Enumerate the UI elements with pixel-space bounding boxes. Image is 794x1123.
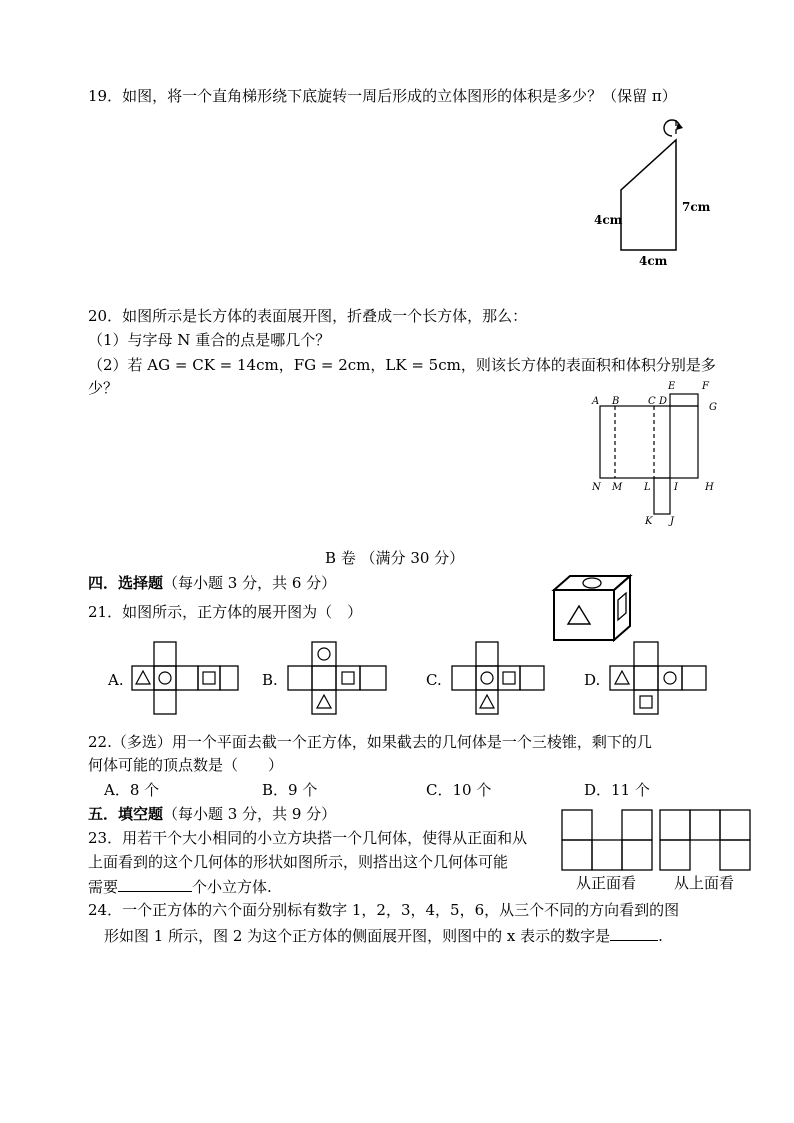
q24-answer-blank[interactable] [610, 925, 658, 941]
point-G: G [709, 402, 717, 413]
point-J: J [670, 516, 675, 527]
section5-heading-line [88, 804, 336, 824]
section5-note: （每小题 3 分，共 9 分） [163, 805, 337, 823]
square-icon [618, 593, 626, 620]
q24-line1: 24．一个正方体的六个面分别标有数字 1，2，3，4，5，6，从三个不同的方向看到的图 [88, 901, 680, 919]
triangle-icon [317, 695, 331, 708]
q23-line1: 23．用若干个大小相同的小立方块搭一个几何体，使得从正面和从 [88, 829, 528, 847]
q21-option-d-net[interactable] [608, 640, 712, 718]
section-b-header: B 卷 （满分 30 分） [325, 549, 465, 567]
point-H: H [705, 482, 714, 493]
q23-front-label: 从正面看 [576, 874, 637, 892]
q22-line2: 何体可能的顶点数是（ ） [88, 756, 284, 774]
section5-heading: 五．填空题 [88, 805, 164, 823]
section4-heading-line [88, 573, 336, 593]
trapezoid-bottom-label: 4cm [639, 254, 668, 268]
q23-line2: 上面看到的这个几何体的形状如图所示，则搭出这个几何体可能 [88, 853, 509, 871]
q24-line2 [104, 925, 663, 946]
square-icon [342, 672, 354, 684]
point-B: B [612, 396, 620, 407]
q22-option-a[interactable]: A．8 个 [104, 781, 160, 799]
square-icon [640, 696, 652, 708]
point-F: F [702, 381, 709, 392]
point-I: I [674, 482, 678, 493]
triangle-icon [136, 671, 150, 684]
point-N: N [592, 482, 601, 493]
q21-option-c-net[interactable] [450, 640, 550, 718]
q20-part2: （2）若 AG = CK = 14cm，FG = 2cm，LK = 5cm，则该长方体的表面积和体积分别是多 [88, 356, 716, 374]
square-icon [503, 672, 515, 684]
q21-option-b-net[interactable] [286, 640, 392, 718]
circle-icon [583, 578, 601, 588]
point-D: D [659, 396, 668, 407]
q22-option-d[interactable]: D．11 个 [584, 781, 650, 799]
q21-option-b-label[interactable]: B. [262, 671, 278, 689]
triangle-icon [615, 671, 629, 684]
q21-option-c-label[interactable]: C. [426, 671, 442, 689]
triangle-icon [480, 695, 494, 708]
q21-option-a-net[interactable] [130, 640, 242, 718]
q23-front-view [560, 808, 656, 872]
q21-text: 21．如图所示，正方体的展开图为（ ） [88, 603, 363, 621]
q23-line3-end: 个小立方体. [192, 878, 272, 896]
point-A: A [592, 396, 600, 407]
circle-icon [318, 648, 330, 660]
section4-heading: 四．选择题 [88, 574, 164, 592]
point-M: M [612, 482, 623, 493]
trapezoid-shape [621, 140, 676, 250]
section4-note: （每小题 3 分，共 6 分） [163, 574, 337, 592]
q21-cube-figure [550, 572, 640, 644]
q24-line2-end: . [658, 927, 663, 945]
point-L: L [644, 482, 651, 493]
q19-trapezoid-figure [590, 118, 720, 268]
q23-answer-blank[interactable] [118, 876, 192, 892]
q22-option-c[interactable]: C．10 个 [426, 781, 492, 799]
q20-part1: （1）与字母 N 重合的点是哪几个？ [88, 331, 331, 349]
q20-part2-cont: 少？ [88, 379, 119, 397]
trapezoid-left-label: 4cm [594, 213, 623, 227]
q23-line3-start: 需要 [88, 878, 119, 896]
q19-text: 19．如图，将一个直角梯形绕下底旋转一周后形成的立体图形的体积是多少？（保留 π） [88, 87, 677, 105]
q21-option-a-label[interactable]: A. [108, 671, 124, 689]
square-icon [203, 672, 215, 684]
q22-line1: 22.（多选）用一个平面去截一个正方体，如果截去的几何体是一个三棱锥，剩下的几 [88, 733, 652, 751]
q22-option-b[interactable]: B．9 个 [262, 781, 318, 799]
q23-line3 [88, 876, 272, 897]
point-C: C [648, 396, 656, 407]
circle-icon [481, 672, 493, 684]
q23-top-label: 从上面看 [674, 874, 735, 892]
circle-icon [159, 672, 171, 684]
point-K: K [645, 516, 653, 527]
circle-icon [664, 672, 676, 684]
rotation-arrow-icon [664, 120, 683, 136]
q20-text: 20．如图所示是长方体的表面展开图，折叠成一个长方体，那么： [88, 307, 528, 325]
q23-top-view [658, 808, 754, 872]
trapezoid-right-label: 7cm [682, 200, 711, 214]
point-E: E [668, 381, 676, 392]
q24-line2-start: 形如图 1 所示，图 2 为这个正方体的侧面展开图，则图中的 x 表示的数字是 [104, 927, 611, 945]
q20-cuboid-net-figure [588, 376, 728, 530]
q21-option-d-label[interactable]: D. [584, 671, 601, 689]
triangle-icon [568, 606, 590, 624]
